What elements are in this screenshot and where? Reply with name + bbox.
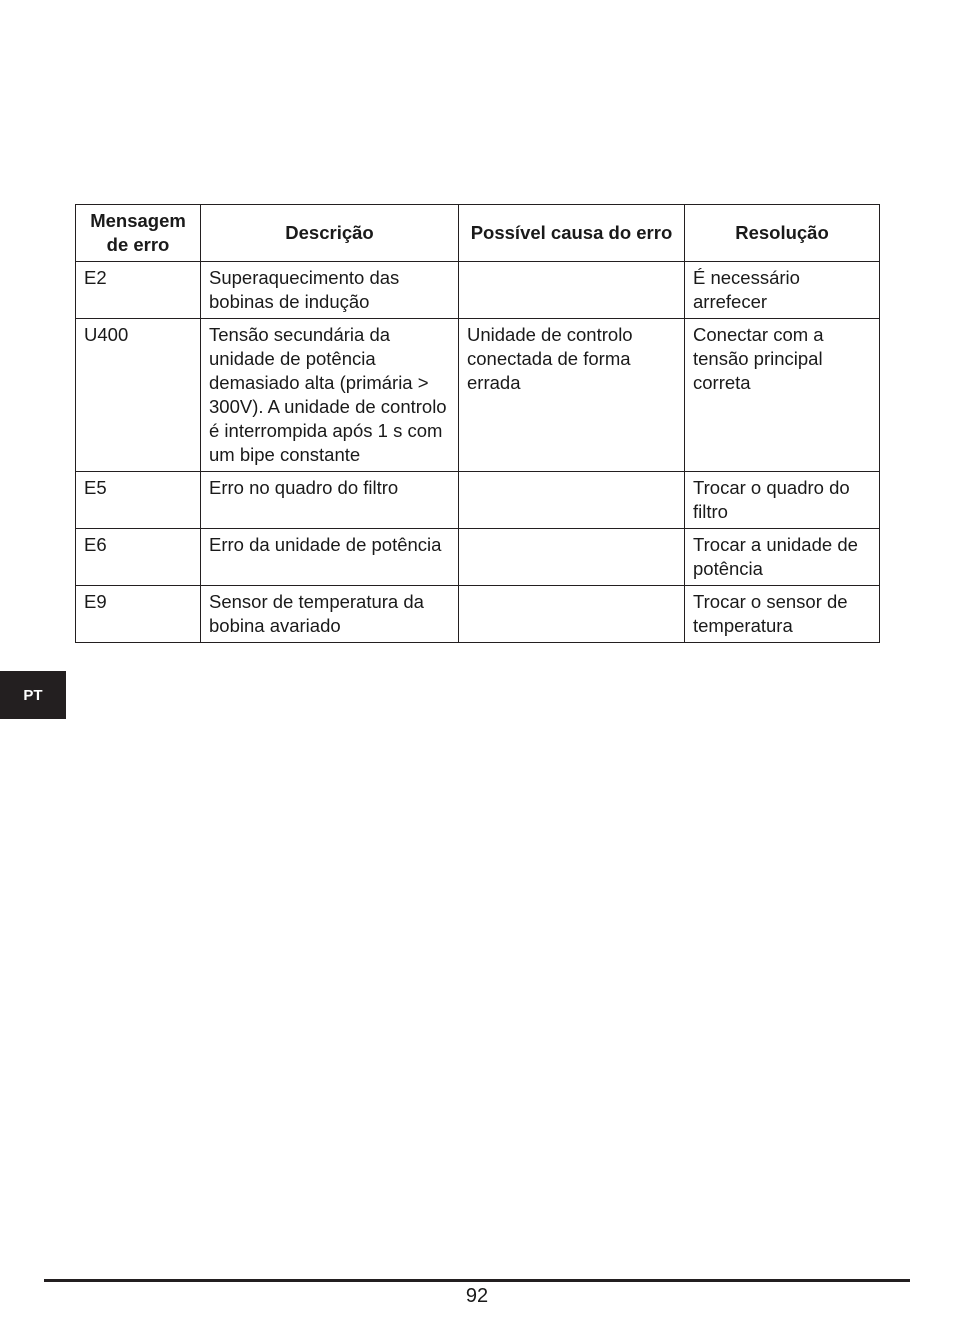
cell-code: E9 [76, 586, 201, 643]
cell-cause [459, 529, 685, 586]
header-resolution: Resolução [685, 205, 880, 262]
table-row [76, 586, 880, 643]
header-description: Descrição [201, 205, 459, 262]
cell-cause [459, 262, 685, 319]
table-row [76, 262, 880, 319]
error-table [75, 204, 880, 643]
cell-code: E2 [76, 262, 201, 319]
cell-cause: Unidade de controlo conectada de forma errada [459, 319, 685, 472]
cell-resolution: Trocar o sensor de temperatura [685, 586, 880, 643]
cell-resolution: Trocar a unidade de potência [685, 529, 880, 586]
page-number: 92 [465, 1285, 489, 1307]
cell-resolution: É necessário arrefecer [685, 262, 880, 319]
table-row [76, 529, 880, 586]
cell-code: E6 [76, 529, 201, 586]
cell-description: Tensão secundária da unidade de potência demasiado alta (primária > 300V). A unidade de controlo é interrompida após 1 s com um bipe constante [201, 319, 459, 472]
cell-cause [459, 472, 685, 529]
cell-resolution: Trocar o quadro do filtro [685, 472, 880, 529]
table-header-row [76, 205, 880, 262]
cell-code: E5 [76, 472, 201, 529]
footer-divider [44, 1279, 910, 1282]
cell-description: Erro da unidade de potência [201, 529, 459, 586]
cell-resolution: Conectar com a tensão principal correta [685, 319, 880, 472]
cell-description: Superaquecimento das bobinas de indução [201, 262, 459, 319]
table-row [76, 319, 880, 472]
cell-cause [459, 586, 685, 643]
cell-code: U400 [76, 319, 201, 472]
table-row [76, 472, 880, 529]
header-possible-cause: Possível causa do erro [459, 205, 685, 262]
header-error-message: Mensagem de erro [76, 205, 201, 262]
cell-description: Sensor de temperatura da bobina avariado [201, 586, 459, 643]
language-tab: PT [0, 671, 66, 719]
cell-description: Erro no quadro do filtro [201, 472, 459, 529]
